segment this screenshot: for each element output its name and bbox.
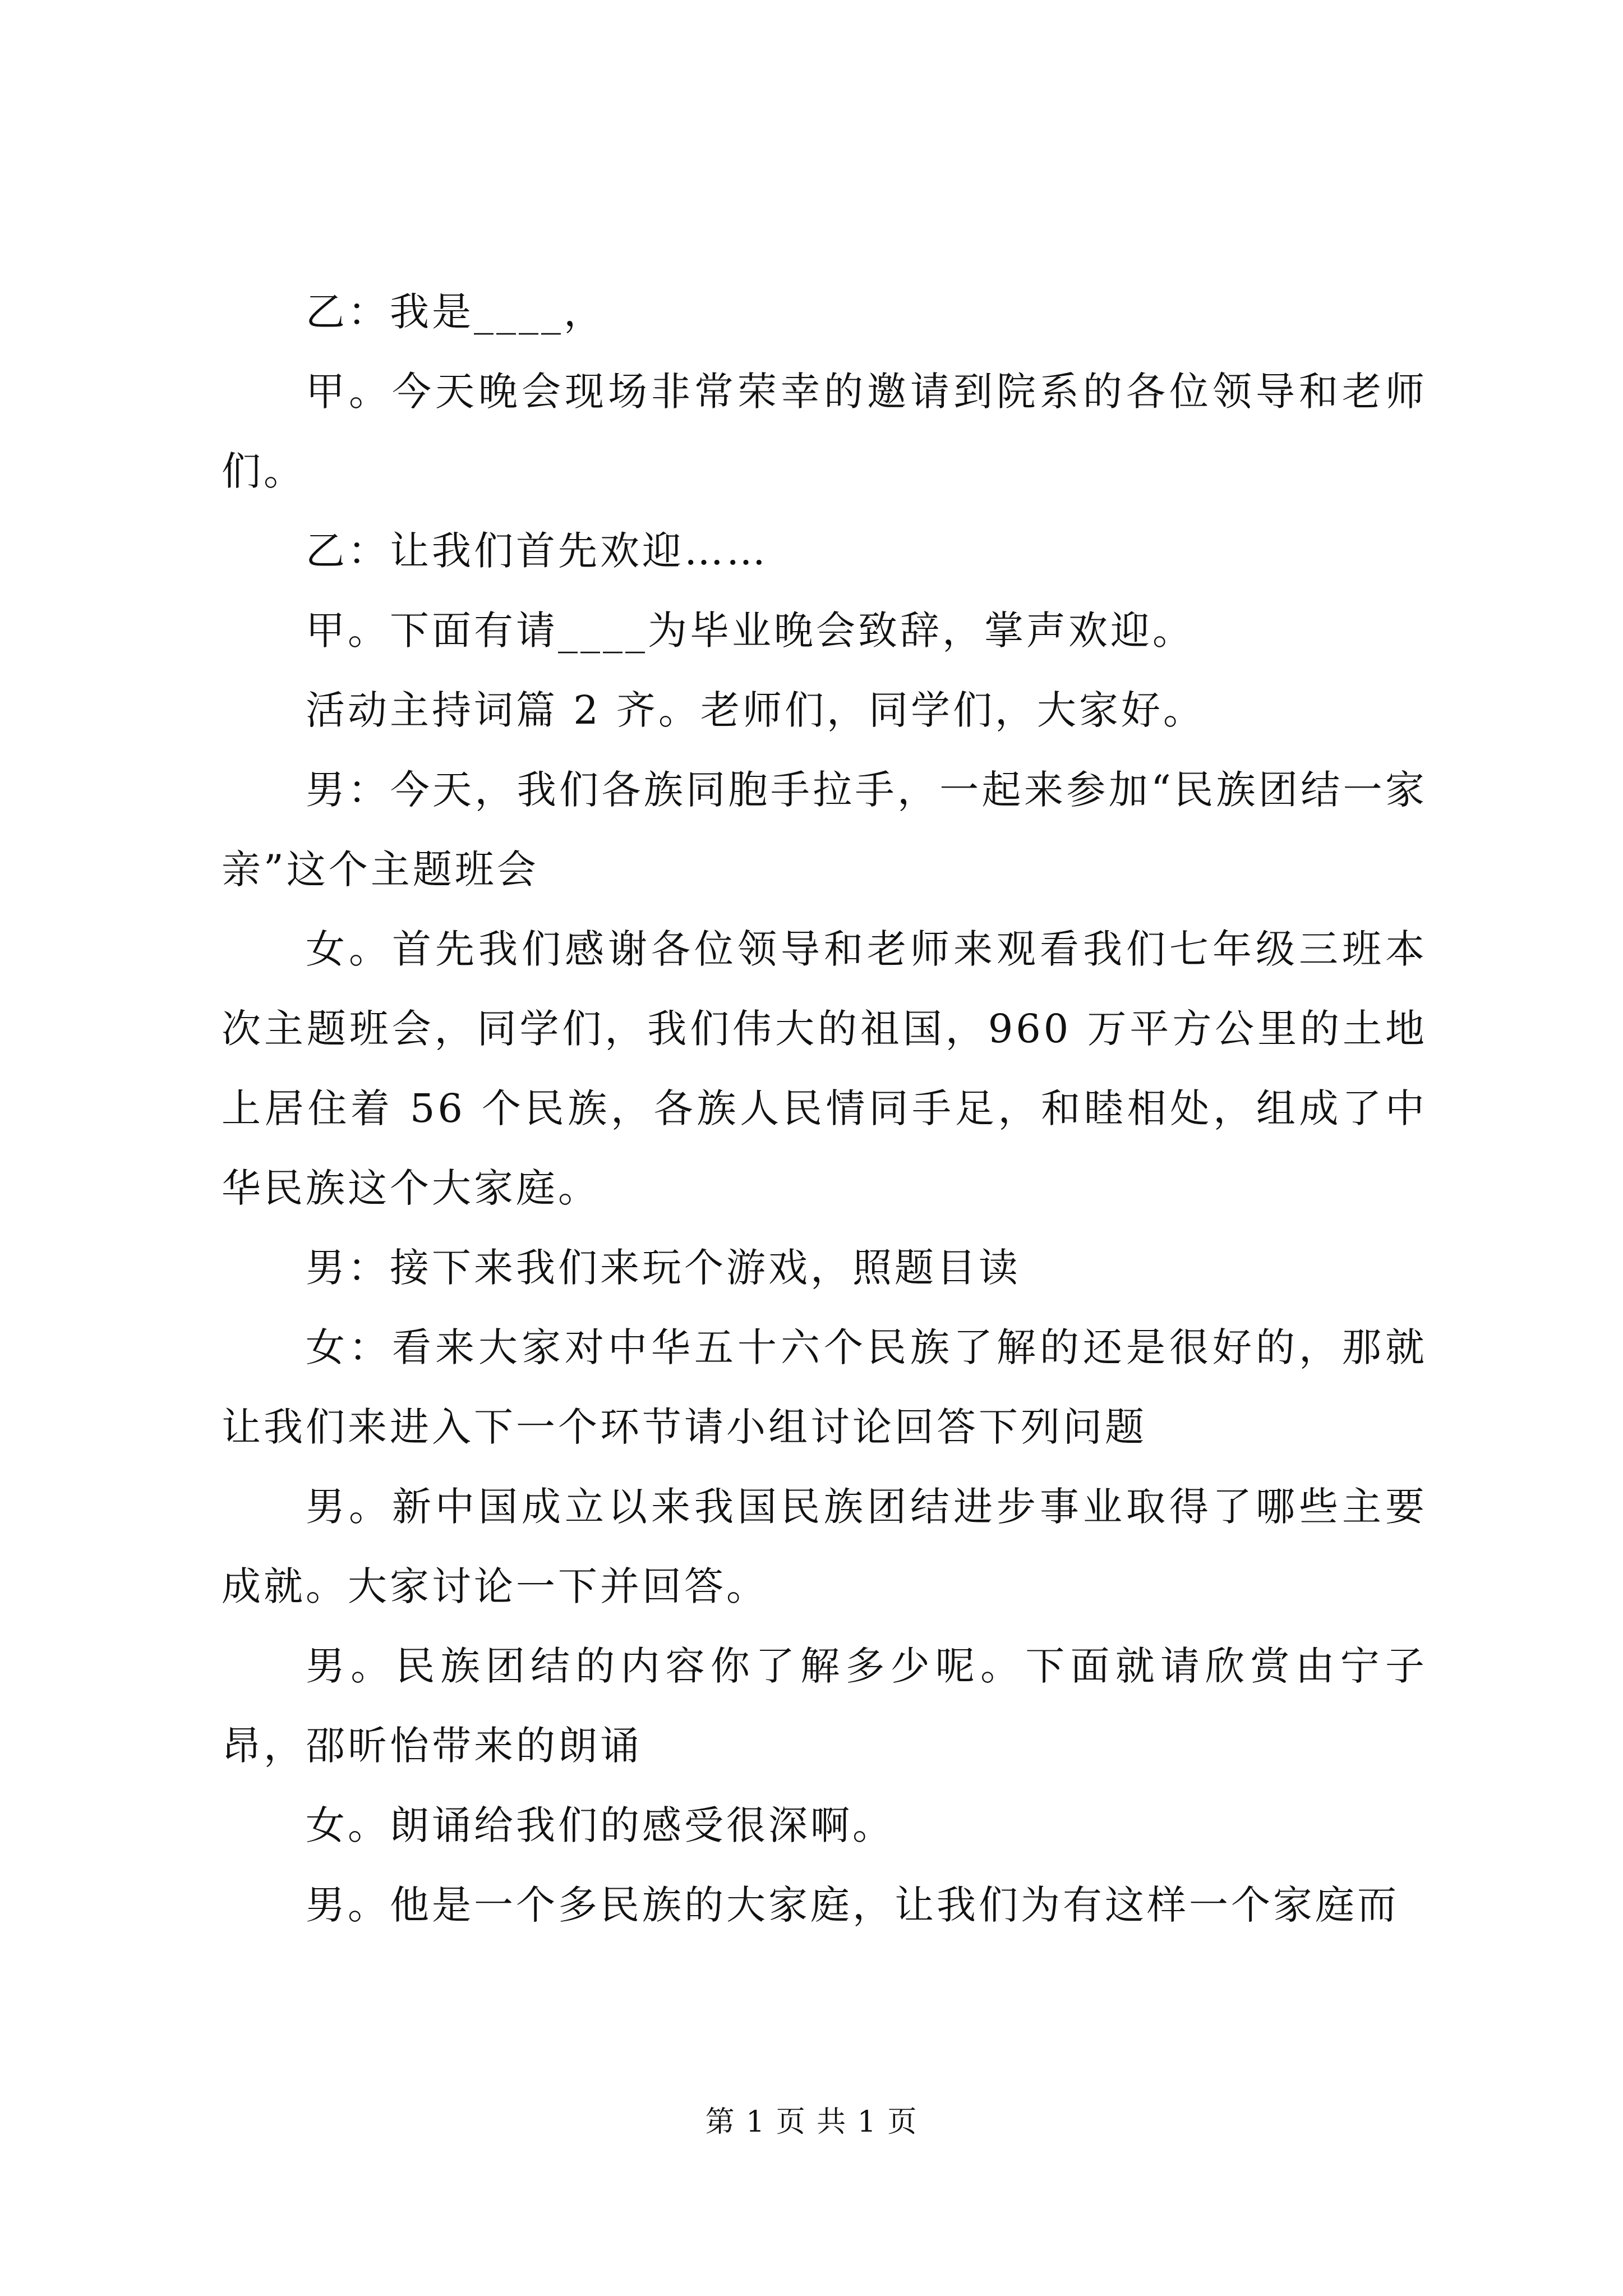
paragraph: 女。首先我们感谢各位领导和老师来观看我们七年级三班本次主题班会，同学们，我们伟大的祖国，960 万平方公里的土地上居住着 56 个民族，各族人民情同手足，和睦相处，组成了中华民族这个大家庭。 bbox=[222, 926, 1427, 1211]
paragraph: 男：今天，我们各族同胞手拉手，一起来参加“民族团结一家亲”这个主题班会 bbox=[222, 767, 1427, 892]
document-body bbox=[222, 272, 1427, 1945]
paragraph: 活动主持词篇 2 齐。老师们，同学们，大家好。 bbox=[306, 687, 1206, 733]
paragraph: 女：看来大家对中华五十六个民族了解的还是很好的，那就让我们来进入下一个环节请小组讨论回答下列问题 bbox=[222, 1324, 1427, 1450]
page-number-footer: 第 1 页 共 1 页 bbox=[705, 2105, 918, 2139]
paragraph: 男。新中国成立以来我国民族团结进步事业取得了哪些主要成就。大家讨论一下并回答。 bbox=[222, 1484, 1427, 1609]
paragraph: 男。他是一个多民族的大家庭，让我们为有这样一个家庭而 bbox=[306, 1882, 1399, 1928]
paragraph: 甲。下面有请____为毕业晚会致辞，掌声欢迎。 bbox=[306, 608, 1195, 654]
paragraph: 女。朗诵给我们的感受很深啊。 bbox=[306, 1802, 895, 1848]
paragraph: 男。民族团结的内容你了解多少呢。下面就请欣赏由宁子昂，邵昕怡带来的朗诵 bbox=[222, 1643, 1427, 1769]
paragraph: 乙：我是____， bbox=[306, 289, 606, 335]
paragraph: 甲。今天晚会现场非常荣幸的邀请到院系的各位领导和老师们。 bbox=[222, 369, 1427, 494]
paragraph: 男：接下来我们来玩个游戏，照题目读 bbox=[306, 1245, 1021, 1291]
paragraph: 乙：让我们首先欢迎…… bbox=[306, 528, 768, 574]
